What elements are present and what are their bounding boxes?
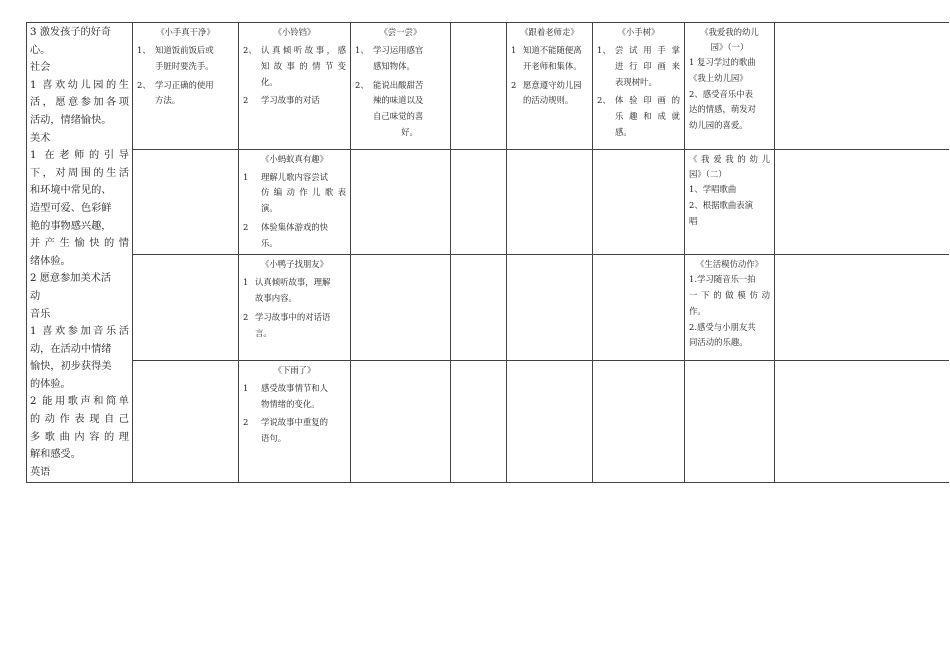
goal-line: 动，在活动中情绪 bbox=[30, 343, 112, 355]
activity-title: 《小蚂蚁真有趣》 bbox=[261, 153, 328, 164]
cell-follow-teacher: 《跟着老师走》 1 知道不能随便离 开老师和集体。 2 愿意遵守幼儿园 的活动规则。 bbox=[507, 23, 593, 150]
empty-cell bbox=[507, 149, 593, 255]
activity-title: 《我爱我的幼儿 bbox=[689, 153, 770, 164]
goals-column bbox=[27, 23, 133, 483]
goal-line: 美术 bbox=[30, 132, 51, 144]
goal-line: 的体验。 bbox=[30, 378, 71, 390]
goal-line: 绪体验。 bbox=[30, 255, 71, 267]
cell-small-hands-clean: 《小手真干净》 1、 知道饭前饭后或 手脏时要洗手。 2、 学习正确的使用 方法。 bbox=[133, 23, 239, 150]
table-row bbox=[27, 23, 949, 150]
goal-line: 1 喜欢参加音乐活 bbox=[30, 326, 129, 338]
empty-cell bbox=[507, 360, 593, 483]
empty-cell bbox=[685, 360, 775, 483]
goal-line: 和环境中常见的、 bbox=[30, 185, 112, 197]
empty-cell bbox=[351, 255, 451, 361]
empty-cell bbox=[593, 360, 685, 483]
weekly-plan-table bbox=[26, 22, 949, 483]
empty-cell bbox=[351, 149, 451, 255]
cell-small-bell: 《小铃铛》 2、 认真倾听故事，感 知故事的情节变 化。 2 学习故事的对话 bbox=[239, 23, 351, 150]
empty-cell bbox=[451, 255, 507, 361]
empty-cell bbox=[775, 149, 949, 255]
cell-taste: 《尝一尝》 1、 学习运用感官 感知物体。 2、 能说出酸甜苦 辣的味道以及 自己味觉的喜 好。 bbox=[351, 23, 451, 150]
goal-line: 多歌曲内容的理 bbox=[30, 431, 129, 443]
empty-cell bbox=[775, 360, 949, 483]
goal-line: 造型可爱、色彩鲜 bbox=[30, 202, 112, 214]
empty-cell bbox=[133, 360, 239, 483]
goal-line: 心。 bbox=[30, 44, 51, 56]
goal-line: 愉快，初步获得美 bbox=[30, 361, 112, 373]
activity-title: 《小手树》 bbox=[617, 27, 660, 37]
cell-raining: 《下雨了》 1 感受故事情节和人 物情绪的变化。 2 学说故事中重复的 语句。 bbox=[239, 360, 351, 483]
activity-title: 《尝一尝》 bbox=[379, 27, 422, 37]
activity-title: 《小鸭子找朋友》 bbox=[261, 259, 328, 270]
goal-line: 并产生愉快的情 bbox=[30, 238, 129, 250]
activity-title: 《下雨了》 bbox=[273, 364, 316, 375]
table-row bbox=[27, 149, 949, 255]
goal-line: 活动，情绪愉快。 bbox=[30, 114, 112, 126]
goal-line: 音乐 bbox=[30, 308, 51, 320]
empty-cell bbox=[593, 149, 685, 255]
empty-cell bbox=[775, 23, 949, 150]
empty-cell bbox=[775, 255, 949, 361]
goal-line: 下，对周围的生活 bbox=[30, 167, 129, 179]
activity-title: 《我爱我的幼儿 bbox=[700, 27, 759, 37]
goal-line: 活，愿意参加各项 bbox=[30, 97, 129, 109]
goal-line: 1 喜欢幼儿园的生 bbox=[30, 79, 129, 91]
cell-duckling-friends: 《小鸭子找朋友》 1 认真倾听故事，理解 故事内容。 2 学习故事中的对话语 言。 bbox=[239, 255, 351, 361]
goal-line: 3 激发孩子的好奇 bbox=[30, 27, 112, 38]
empty-cell bbox=[451, 360, 507, 483]
empty-cell bbox=[507, 255, 593, 361]
empty-cell bbox=[133, 255, 239, 361]
goal-line: 的动作表现自己 bbox=[30, 414, 129, 426]
goal-line: 艳的事物感兴趣， bbox=[30, 220, 112, 232]
table-row bbox=[27, 360, 949, 483]
activity-title: 《小铃铛》 bbox=[273, 27, 316, 37]
goal-line: 2 愿意参加美术活 bbox=[30, 273, 112, 285]
activity-title: 《小手真干净》 bbox=[156, 27, 215, 37]
cell-hand-tree: 《小手树》 1、 尝试用手掌 进行印画来 表现树叶。 2、 体验印画的 乐趣和成就 感。 bbox=[593, 23, 685, 150]
cell-life-imitation: 《生活模仿动作》 1.学习随音乐一拍 一下的做模仿动 作。 2.感受与小朋友共 同活动的乐趣。 bbox=[685, 255, 775, 361]
cell-interesting-ant: 《小蚂蚁真有趣》 1 理解儿歌内容尝试 仿编动作儿歌表 演。 2 体验集体游戏的快 乐。 bbox=[239, 149, 351, 255]
empty-cell bbox=[451, 23, 507, 150]
activity-title: 《跟着老师走》 bbox=[520, 27, 579, 37]
cell-love-kindergarten-2: 《我爱我的幼儿 园》（二） 1、学唱歌曲 2、根据歌曲表演 唱 bbox=[685, 149, 775, 255]
goal-line: 动 bbox=[30, 290, 41, 302]
goal-line: 解和感受。 bbox=[30, 449, 81, 461]
goal-line: 社会 bbox=[30, 62, 51, 74]
goal-line: 2 能用歌声和简单 bbox=[30, 396, 129, 408]
goal-line: 1 在老师的引导 bbox=[30, 150, 129, 162]
empty-cell bbox=[133, 149, 239, 255]
activity-title: 《生活模仿动作》 bbox=[696, 259, 763, 270]
empty-cell bbox=[351, 360, 451, 483]
table-row bbox=[27, 255, 949, 361]
empty-cell bbox=[451, 149, 507, 255]
cell-love-kindergarten-1: 《我爱我的幼儿 园》（一） 1 复习学过的歌曲 《我上幼儿园》 2、感受音乐中表 达的情感，萌发对 幼儿园的喜爱。 bbox=[685, 23, 775, 150]
empty-cell bbox=[593, 255, 685, 361]
goal-line: 英语 bbox=[30, 466, 51, 478]
